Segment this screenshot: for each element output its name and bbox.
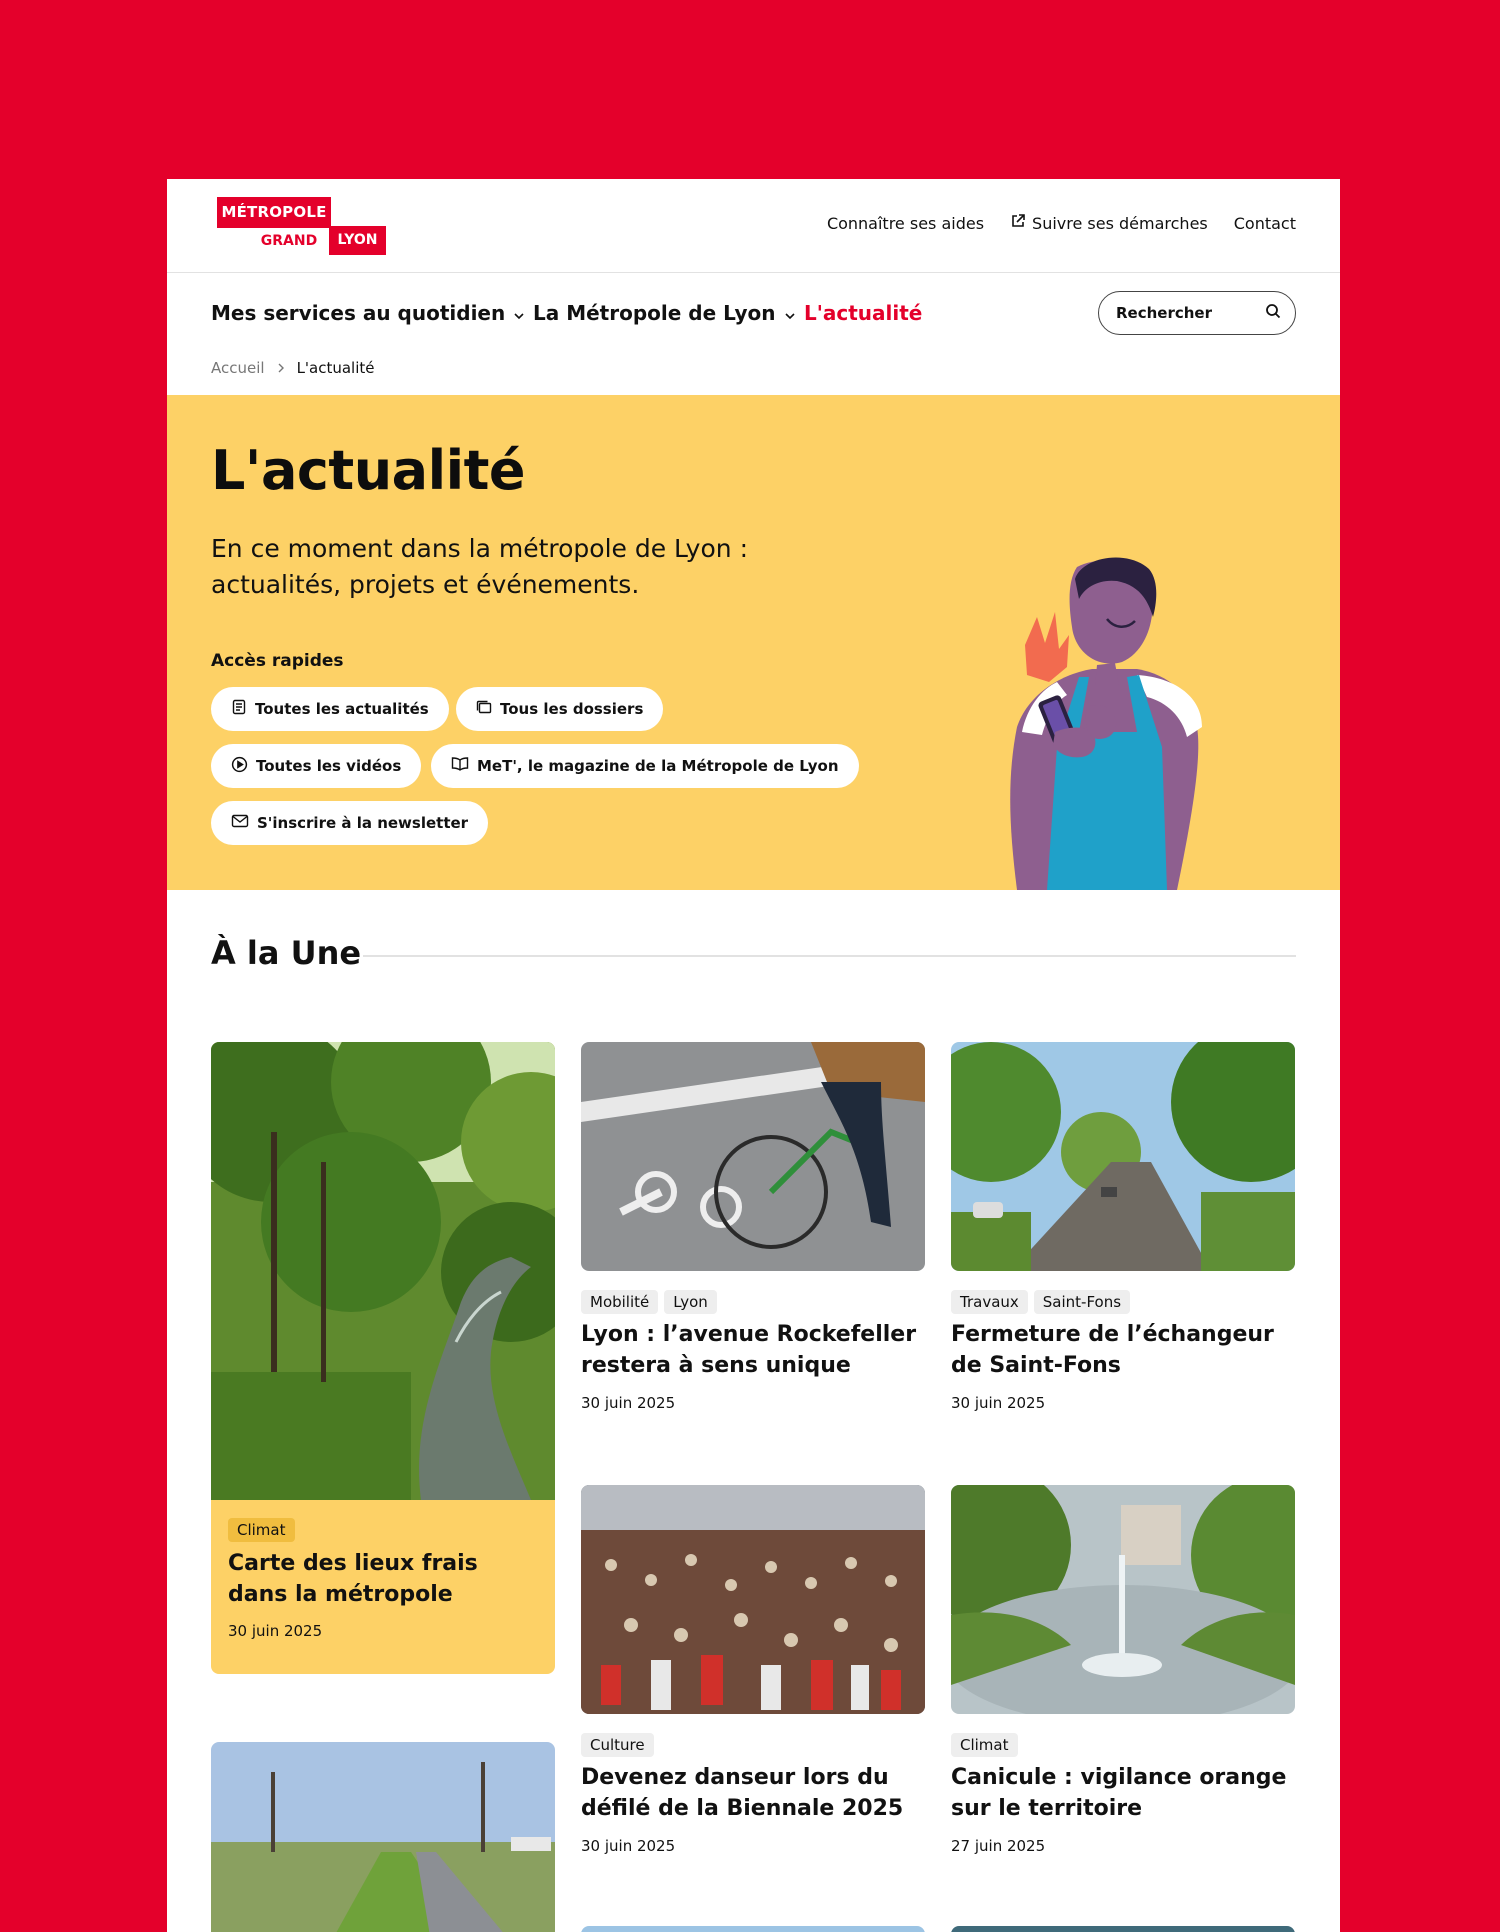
quick-link-label: Tous les dossiers bbox=[500, 700, 644, 718]
nav-label: L'actualité bbox=[804, 301, 923, 325]
next-card-photo[interactable] bbox=[581, 1926, 925, 1932]
external-link-icon bbox=[1010, 213, 1026, 233]
card-tags bbox=[228, 1518, 295, 1542]
link-contact[interactable] bbox=[1234, 214, 1296, 233]
news-card[interactable] bbox=[951, 1042, 1295, 1422]
news-card-featured[interactable] bbox=[211, 1042, 555, 1674]
card-tag: Climat bbox=[951, 1733, 1018, 1757]
logo-line-2: GRAND bbox=[260, 233, 318, 249]
link-suivre-demarches[interactable] bbox=[1010, 213, 1208, 233]
news-card[interactable] bbox=[581, 1485, 925, 1865]
main-nav bbox=[211, 291, 1296, 335]
page bbox=[167, 179, 1340, 1932]
folder-icon bbox=[476, 699, 492, 719]
riverside-path-photo[interactable] bbox=[211, 1742, 555, 1932]
tree-lined-road-photo bbox=[951, 1042, 1295, 1271]
hero-banner bbox=[167, 395, 1340, 890]
card-date: 30 juin 2025 bbox=[228, 1622, 323, 1640]
quick-access-title: Accès rapides bbox=[211, 651, 344, 671]
bike-lane-photo bbox=[581, 1042, 925, 1271]
chevron-down-icon bbox=[513, 291, 525, 335]
card-title: Fermeture de l’échangeur de Saint-Fons bbox=[951, 1322, 1274, 1378]
next-card-photo[interactable] bbox=[951, 1926, 1295, 1932]
card-tags bbox=[951, 1733, 1018, 1757]
card-date: 30 juin 2025 bbox=[581, 1394, 676, 1412]
section-divider bbox=[363, 955, 1296, 957]
card-date: 27 juin 2025 bbox=[951, 1837, 1046, 1855]
quick-link-label: Toutes les vidéos bbox=[256, 757, 402, 775]
metropole-logo[interactable] bbox=[217, 197, 387, 257]
nav-label: Mes services au quotidien bbox=[211, 301, 506, 325]
card-tag: Saint-Fons bbox=[1034, 1290, 1130, 1314]
document-icon bbox=[231, 699, 247, 719]
search-button[interactable] bbox=[1098, 291, 1296, 335]
card-tags bbox=[581, 1733, 654, 1757]
utility-links bbox=[827, 213, 1296, 233]
nav-label: La Métropole de Lyon bbox=[533, 301, 776, 325]
river-park-photo bbox=[211, 1042, 555, 1500]
quick-link-newsletter[interactable] bbox=[211, 801, 488, 845]
search-icon bbox=[1265, 303, 1281, 323]
search-label: Rechercher bbox=[1116, 304, 1213, 322]
card-date: 30 juin 2025 bbox=[951, 1394, 1046, 1412]
news-card[interactable] bbox=[581, 1042, 925, 1422]
biennale-crowd-photo bbox=[581, 1485, 925, 1714]
breadcrumb-home[interactable]: Accueil bbox=[211, 359, 265, 377]
card-tag: Lyon bbox=[664, 1290, 717, 1314]
quick-link-label: MeT', le magazine de la Métropole de Lyon bbox=[477, 757, 839, 775]
link-label: Connaître ses aides bbox=[826, 213, 985, 233]
card-tag: Travaux bbox=[951, 1290, 1028, 1314]
card-tag: Climat bbox=[228, 1518, 295, 1542]
chevron-down-icon bbox=[784, 291, 796, 335]
nav-actualite[interactable] bbox=[804, 291, 922, 335]
card-title: Lyon : l’avenue Rockefeller restera à sens unique bbox=[581, 1322, 917, 1378]
logo-line-1: MÉTROPOLE bbox=[217, 197, 331, 228]
top-bar bbox=[167, 179, 1340, 273]
section-title-une: À la Une bbox=[211, 934, 362, 972]
link-label: Suivre ses démarches bbox=[1032, 213, 1208, 233]
quick-link-label: Toutes les actualités bbox=[255, 700, 429, 718]
fountain-park-photo bbox=[951, 1485, 1295, 1714]
quick-link-magazine[interactable] bbox=[431, 744, 859, 788]
card-tags bbox=[581, 1290, 717, 1314]
page-title: L'actualité bbox=[211, 439, 526, 502]
breadcrumb bbox=[211, 359, 375, 377]
card-title: Canicule : vigilance orange sur le territoire bbox=[951, 1765, 1287, 1821]
card-title: Carte des lieux frais dans la métropole bbox=[228, 1551, 478, 1607]
card-date: 30 juin 2025 bbox=[581, 1837, 676, 1855]
logo-line-3: LYON bbox=[329, 226, 386, 255]
card-tags bbox=[951, 1290, 1130, 1314]
mail-icon bbox=[231, 814, 249, 832]
book-icon bbox=[451, 756, 469, 776]
card-title: Devenez danseur lors du défilé de la Biennale 2025 bbox=[581, 1765, 904, 1821]
quick-link-actualites[interactable] bbox=[211, 687, 449, 731]
quick-link-videos[interactable] bbox=[211, 744, 421, 788]
quick-link-label: S'inscrire à la newsletter bbox=[257, 814, 469, 832]
card-tag: Culture bbox=[581, 1733, 654, 1757]
nav-mes-services[interactable] bbox=[211, 291, 525, 335]
breadcrumb-current: L'actualité bbox=[296, 359, 375, 377]
nav-la-metropole[interactable] bbox=[533, 291, 796, 335]
play-icon bbox=[231, 756, 248, 777]
news-card[interactable] bbox=[951, 1485, 1295, 1865]
woman-with-phone-illustration bbox=[987, 557, 1227, 890]
hero-intro: En ce moment dans la métropole de Lyon : actualités, projets et événements. bbox=[211, 534, 748, 599]
link-connaitre-aides[interactable] bbox=[827, 214, 984, 233]
card-tag: Mobilité bbox=[581, 1290, 658, 1314]
chevron-right-icon bbox=[277, 359, 285, 377]
quick-link-dossiers[interactable] bbox=[456, 687, 663, 731]
link-label: Contact bbox=[1233, 213, 1296, 233]
